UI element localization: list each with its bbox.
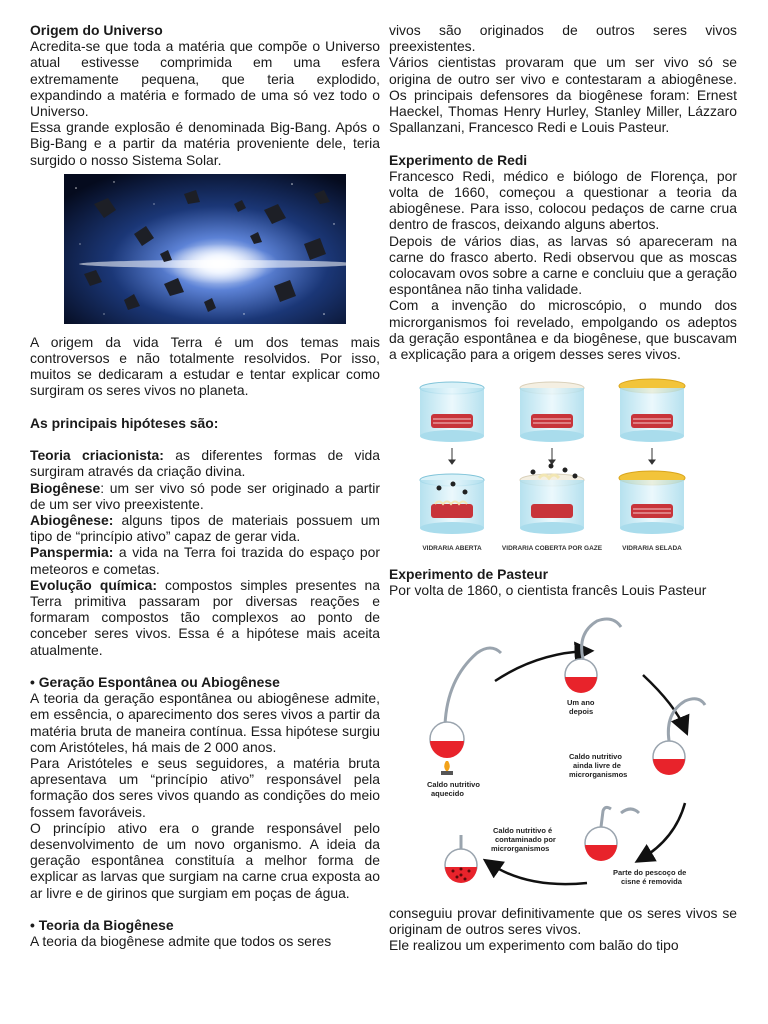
left-column bbox=[30, 22, 380, 949]
hypothesis-text: as diferentes formas de vida surgiram através da criação divina. bbox=[30, 447, 380, 480]
redi-paragraph-2: Depois de vários dias, as larvas só apareceram na carne do frasco aberto. Redi observou que as moscas colocavam ovos sobre a carne e concluiu que a geração espontânea não tinha validade. bbox=[389, 232, 737, 298]
hypothesis-text: alguns tipos de materiais possuem um tipo de “princípio ativo” capaz de gerar vida. bbox=[30, 512, 380, 545]
hypothesis-term: Evolução química: bbox=[30, 576, 157, 593]
hypothesis-term: Teoria criacionista: bbox=[30, 447, 164, 464]
label-free-2: ainda livre de bbox=[573, 760, 621, 770]
hypothesis-term: Panspermia: bbox=[30, 544, 114, 561]
label-free-3: microrganismos bbox=[569, 769, 628, 779]
hypothesis-item bbox=[30, 512, 380, 544]
origin-paragraph-1: Acredita-se que toda a matéria que compõe o Universo atual estivesse comprimida em uma esfera extremamente pequena, que teria explodido, expandindo a matéria e formado de uma só vez todo o Universo. bbox=[30, 38, 380, 120]
label-contam-1: Caldo nutritivo é bbox=[493, 825, 553, 835]
redi-paragraph-3: Com a invenção do microscópio, o mundo dos microrganismos foi revelado, empolgando os adeptos da geração espontânea e da biogênese, que buscavam a explicação para a origem desses seres vivos. bbox=[389, 297, 737, 363]
abiogenesis-paragraph-3: O princípio ativo era o grande responsável pelo desenvolvimento de um novo organismo. A ideia da geração espontânea constituía a melhor forma de explicar as larvas que surgiam na carne crua exposta ao ar livre e de girinos que surgiam em poças de água. bbox=[30, 819, 380, 901]
biogenesis-heading: • Teoria da Biogênese bbox=[30, 917, 174, 934]
label-heated-2: aquecido bbox=[431, 788, 464, 798]
abiogenesis-heading: • Geração Espontânea ou Abiogênese bbox=[30, 674, 280, 691]
abiogenesis-paragraph-1: A teoria da geração espontânea ou abiogênese admite, em essência, o aparecimento dos seres vivos a partir da matéria bruta de maneira contínua. Essa hipótese surgiu com Aristóteles, há mais de 2 000 anos. bbox=[30, 690, 380, 755]
label-year-1: Um ano bbox=[567, 697, 595, 707]
label-contam-3: microrganismos bbox=[491, 843, 550, 853]
flask-heated bbox=[430, 648, 501, 775]
biogenesis-paragraph-1: A teoria da biogênese admite que todos os seres bbox=[30, 933, 332, 950]
abiogenesis-paragraph-2: Para Aristóteles e seus seguidores, a matéria bruta apresentava um “princípio ativo” responsável pela formação dos seres vivos quando as condições do meio fossem favoráveis. bbox=[30, 755, 380, 820]
hypotheses-list bbox=[30, 447, 380, 658]
label-neck-2: cisne é removida bbox=[621, 876, 682, 886]
label-gauze-jar: VIDRARIA COBERTA POR GAZE bbox=[501, 545, 603, 553]
biogenesis-continued-1: vivos são originados de outros seres vivos preexistentes. bbox=[389, 22, 737, 55]
pasteur-paragraph-3: Ele realizou um experimento com balão do tipo bbox=[389, 937, 679, 954]
big-bang-image bbox=[64, 174, 346, 324]
origin-heading: Origem do Universo bbox=[30, 22, 163, 38]
origin-paragraph-2: Essa grande explosão é denominada Big-Bang. Após o Big-Bang e a partir da matéria proveniente dele, teria surgido o nosso Sistema Solar. bbox=[30, 119, 380, 168]
label-year-2: depois bbox=[569, 706, 594, 716]
pasteur-paragraph-2: conseguiu provar definitivamente que os seres vivos se originam de outros seres vivos. bbox=[389, 904, 737, 937]
redi-paragraph-1: Francesco Redi, médico e biólogo de Florença, por volta de 1660, começou a questionar a teoria da abiogênese. Para isso, colocou pedaços de carne crua dentro de frascos, deixando alguns abertos. bbox=[389, 167, 737, 233]
pasteur-paragraph-1: Por volta de 1860, o cientista francês Louis Pasteur bbox=[389, 582, 707, 599]
hypothesis-item bbox=[30, 577, 380, 658]
hypothesis-text: compostos simples presentes na Terra primitiva passaram por diversas reações e formaram compostos tão complexos ao ponto de conceber seres vivos. Essa é a hipótese mais aceita atualmente. bbox=[30, 576, 380, 658]
label-sealed-jar: VIDRARIA SELADA bbox=[622, 545, 682, 553]
redi-experiment-figure bbox=[415, 376, 715, 554]
flask-contaminated bbox=[445, 835, 477, 883]
label-open-jar: VIDRARIA ABERTA bbox=[422, 545, 482, 553]
flask-year-later bbox=[565, 619, 621, 693]
hypothesis-item bbox=[30, 447, 380, 479]
hypothesis-term: Biogênese bbox=[30, 479, 101, 496]
hypothesis-text: a vida na Terra foi trazida do espaço por meteoros e cometas. bbox=[30, 544, 380, 577]
jar-sealed-before bbox=[619, 379, 685, 442]
label-contam-2: contaminado por bbox=[495, 834, 556, 844]
label-neck-1: Parte do pescoço de bbox=[613, 867, 687, 877]
redi-heading: Experimento de Redi bbox=[389, 151, 528, 168]
jar-open-after bbox=[420, 474, 484, 534]
biogenesis-continued-2: Vários cientistas provaram que um ser vivo só se origina de outro ser vivo e contestaram a abiogênese. Os principais defensores da biogênese foram: Ernest Haeckel, Thomas Henry Hurley, Stanley Miller, Lázzaro Spallanzani, Francesco Redi e Louis Pasteur. bbox=[389, 54, 737, 136]
jar-open-before bbox=[420, 382, 484, 442]
hypothesis-item bbox=[30, 544, 380, 576]
life-origin-paragraph: A origem da vida Terra é um dos temas mais controversos e não totalmente resolvidos. Por isso, muitos se dedicaram a estudar e tentar explicar como surgiram os seres vivos no planeta. bbox=[30, 333, 380, 399]
flask-still-free bbox=[653, 698, 705, 774]
right-column bbox=[389, 22, 737, 953]
jar-gauze-before bbox=[520, 382, 584, 442]
label-heated-1: Caldo nutritivo bbox=[427, 779, 480, 789]
pasteur-heading: Experimento de Pasteur bbox=[389, 566, 549, 583]
hypothesis-text: : um ser vivo só pode ser originado a partir de um ser vivo preexistente. bbox=[30, 479, 380, 512]
hypothesis-item bbox=[30, 480, 380, 512]
hypotheses-heading: As principais hipóteses são: bbox=[30, 414, 219, 431]
pasteur-experiment-figure bbox=[417, 613, 707, 903]
jar-gauze-after bbox=[520, 464, 584, 535]
flask-neck-removed bbox=[585, 807, 639, 861]
label-free-1: Caldo nutritivo bbox=[569, 751, 622, 761]
jar-sealed-after bbox=[619, 471, 685, 534]
hypothesis-term: Abiogênese: bbox=[30, 512, 114, 529]
